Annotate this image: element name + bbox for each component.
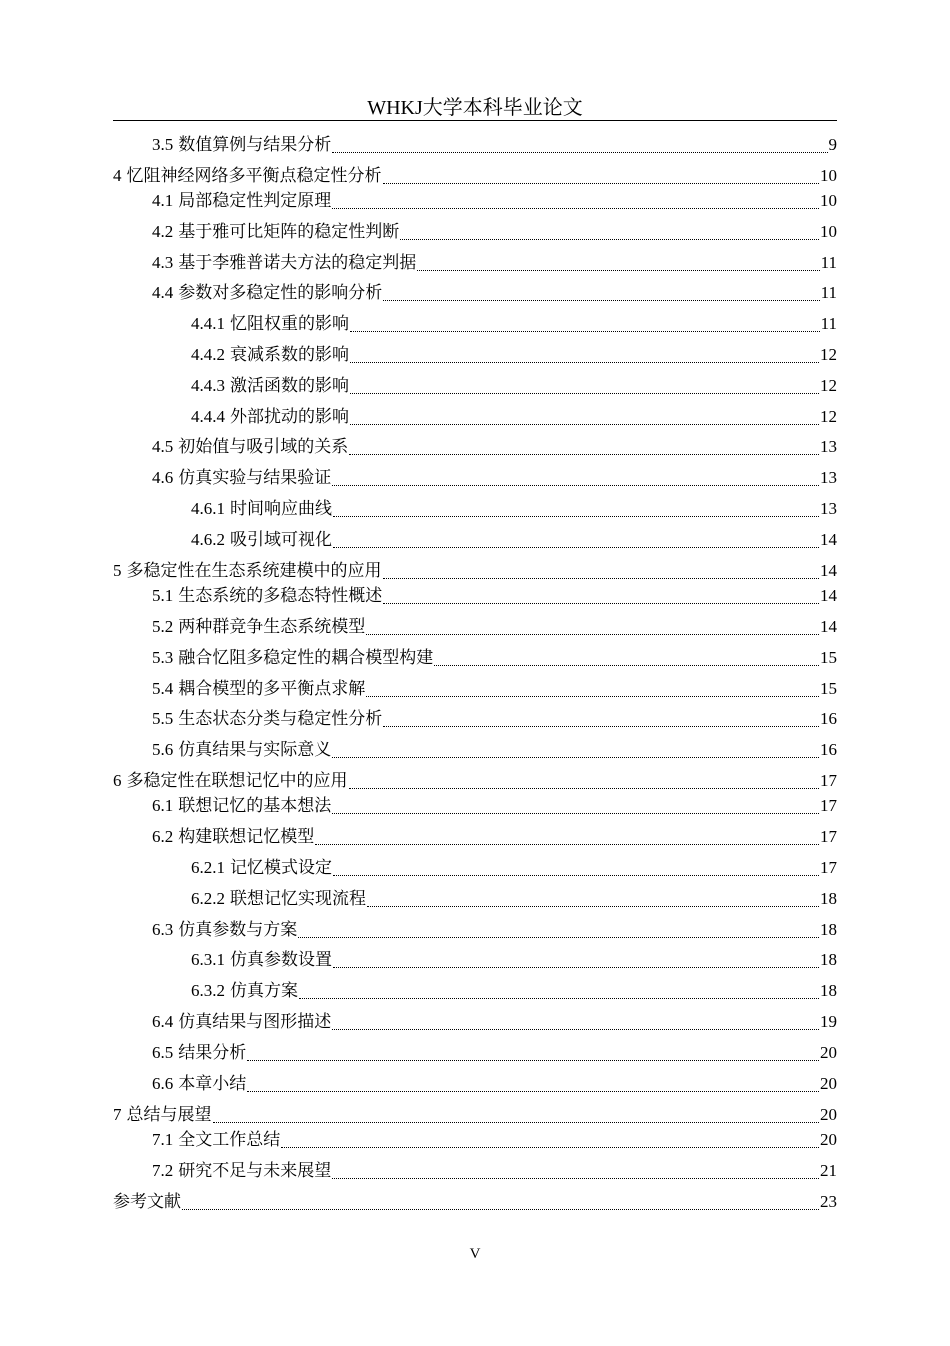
- toc-entry-number: 6.2: [152, 827, 174, 846]
- toc-dot-leader: [383, 602, 819, 604]
- toc-entry-page: 10: [820, 222, 837, 241]
- toc-dot-leader: [298, 936, 819, 938]
- page-number: V: [469, 1246, 481, 1262]
- toc-entry-title: 仿真结果与实际意义: [178, 740, 332, 759]
- toc-entry-page: 9: [828, 135, 837, 154]
- toc-entry[interactable]: [113, 559, 837, 583]
- toc-entry-title: 结果分析: [178, 1043, 247, 1062]
- page-header-title: WHKJ大学本科毕业论文: [367, 97, 583, 119]
- toc-entry[interactable]: [152, 1072, 837, 1096]
- toc-dot-leader: [247, 1090, 819, 1092]
- toc-entry-page: 10: [820, 166, 837, 185]
- toc-entry-number: 6.5: [152, 1043, 174, 1062]
- toc-entry-title: 生态系统的多稳态特性概述: [178, 586, 383, 605]
- toc-entry-number: 4.6.1: [191, 499, 225, 518]
- toc-entry-number: 4.4.1: [191, 314, 225, 333]
- toc-entry[interactable]: [191, 312, 837, 336]
- toc-entry-number: 6: [113, 771, 122, 790]
- toc-entry-number: 5.6: [152, 740, 174, 759]
- toc-entry[interactable]: [152, 133, 837, 157]
- toc-entry-number: 6.3.2: [191, 981, 225, 1000]
- toc-entry[interactable]: [191, 979, 837, 1003]
- toc-entry-title: 参考文献: [113, 1192, 181, 1211]
- toc-entry-title: 时间响应曲线: [230, 499, 332, 518]
- toc-entry-page: 14: [820, 530, 837, 549]
- toc-entry[interactable]: [191, 405, 837, 429]
- toc-entry[interactable]: [191, 374, 837, 398]
- toc-entry-page: 21: [820, 1161, 837, 1180]
- toc-entry-title: 两种群竞争生态系统模型: [178, 617, 366, 636]
- toc-entry[interactable]: [152, 1010, 837, 1034]
- toc-entry[interactable]: [191, 497, 837, 521]
- toc-entry-page: 11: [820, 253, 837, 272]
- toc-dot-leader: [350, 361, 819, 363]
- toc-dot-leader: [182, 1208, 819, 1210]
- toc-entry[interactable]: [191, 528, 837, 552]
- toc-entry-number: 4.4.2: [191, 345, 225, 364]
- toc-entry-number: 4.3: [152, 253, 174, 272]
- toc-entry-number: 6.3.1: [191, 950, 225, 969]
- toc-entry-title: 参数对多稳定性的影响分析: [178, 283, 383, 302]
- toc-entry-number: 4.4.4: [191, 407, 225, 426]
- toc-entry-number: 3.5: [152, 135, 174, 154]
- toc-entry-title: 本章小结: [178, 1074, 247, 1093]
- toc-entry-number: 7.1: [152, 1130, 174, 1149]
- toc-entry-number: 7: [113, 1105, 122, 1124]
- toc-entry[interactable]: [152, 707, 837, 731]
- toc-dot-leader: [333, 515, 819, 517]
- toc-dot-leader: [332, 207, 819, 209]
- toc-entry-number: 5.4: [152, 679, 174, 698]
- toc-entry-title: 仿真参数设置: [230, 950, 332, 969]
- toc-dot-leader: [417, 269, 819, 271]
- toc-entry[interactable]: [113, 769, 837, 793]
- toc-entry-page: 16: [820, 709, 837, 728]
- toc-dot-leader: [333, 546, 819, 548]
- toc-entry[interactable]: [152, 615, 837, 639]
- toc-entry-page: 14: [820, 586, 837, 605]
- toc-dot-leader: [332, 1177, 819, 1179]
- toc-dot-leader: [349, 453, 819, 455]
- toc-dot-leader: [350, 423, 819, 425]
- toc-entry-number: 4.4.3: [191, 376, 225, 395]
- toc-dot-leader: [281, 1146, 819, 1148]
- toc-entry-page: 18: [820, 889, 837, 908]
- toc-entry-page: 16: [820, 740, 837, 759]
- toc-entry-title: 多稳定性在生态系统建模中的应用: [126, 561, 382, 580]
- toc-entry-page: 20: [820, 1074, 837, 1093]
- toc-entry-title: 多稳定性在联想记忆中的应用: [126, 771, 348, 790]
- toc-dot-leader: [383, 182, 820, 184]
- toc-entry-page: 13: [820, 437, 837, 456]
- toc-entry-title: 融合忆阻多稳定性的耦合模型构建: [178, 648, 434, 667]
- toc-entry-number: 6.3: [152, 920, 174, 939]
- toc-entry[interactable]: [191, 948, 837, 972]
- toc-entry[interactable]: [191, 343, 837, 367]
- toc-entry-page: 12: [820, 407, 837, 426]
- toc-dot-leader: [315, 843, 819, 845]
- toc-entry-number: 4.6.2: [191, 530, 225, 549]
- toc-entry-title: 联想记忆实现流程: [230, 889, 366, 908]
- toc-entry-page: 20: [820, 1043, 837, 1062]
- toc-dot-leader: [213, 1121, 820, 1123]
- toc-entry-number: 4.5: [152, 437, 174, 456]
- toc-entry-page: 23: [820, 1192, 837, 1211]
- toc-entry[interactable]: [152, 794, 837, 818]
- toc-entry-title: 忆阻神经网络多平衡点稳定性分析: [126, 166, 382, 185]
- toc-dot-leader: [332, 1028, 819, 1030]
- toc-entry-title: 基于李雅普诺夫方法的稳定判据: [178, 253, 417, 272]
- toc-entry-number: 4.2: [152, 222, 174, 241]
- toc-entry-page: 17: [820, 827, 837, 846]
- toc-entry-title: 基于雅可比矩阵的稳定性判断: [178, 222, 400, 241]
- toc-entry-number: 6.6: [152, 1074, 174, 1093]
- toc-entry-number: 6.1: [152, 796, 174, 815]
- toc-entry-page: 11: [820, 283, 837, 302]
- toc-entry[interactable]: [152, 918, 837, 942]
- toc-entry[interactable]: [152, 220, 837, 244]
- toc-entry-title: 全文工作总结: [178, 1130, 281, 1149]
- toc-entry-title: 仿真实验与结果验证: [178, 468, 332, 487]
- toc-entry[interactable]: [152, 825, 837, 849]
- toc-entry-page: 12: [820, 345, 837, 364]
- toc-entry-title: 忆阻权重的影响: [230, 314, 349, 333]
- toc-entry-page: 12: [820, 376, 837, 395]
- toc-entry[interactable]: [113, 1103, 837, 1127]
- toc-entry-page: 20: [820, 1105, 837, 1124]
- toc-entry[interactable]: [152, 1159, 837, 1183]
- toc-dot-leader: [332, 812, 819, 814]
- toc-dot-leader: [367, 905, 819, 907]
- toc-entry-page: 20: [820, 1130, 837, 1149]
- toc-entry-page: 18: [820, 950, 837, 969]
- toc-entry[interactable]: [152, 281, 837, 305]
- toc-entry-number: 4: [113, 166, 122, 185]
- toc-entry[interactable]: [152, 189, 837, 213]
- toc-dot-leader: [332, 756, 819, 758]
- toc-entry-number: 7.2: [152, 1161, 174, 1180]
- toc-dot-leader: [333, 874, 819, 876]
- toc-entry-number: 4.4: [152, 283, 174, 302]
- toc-entry-number: 4.6: [152, 468, 174, 487]
- toc-entry-title: 总结与展望: [126, 1105, 212, 1124]
- toc-entry-page: 15: [820, 648, 837, 667]
- toc-entry-title: 吸引域可视化: [230, 530, 332, 549]
- toc-entry[interactable]: [152, 251, 837, 275]
- toc-dot-leader: [333, 966, 819, 968]
- toc-dot-leader: [383, 725, 819, 727]
- toc-entry-page: 13: [820, 499, 837, 518]
- toc-dot-leader: [350, 392, 819, 394]
- toc-dot-leader: [349, 787, 820, 789]
- toc-entry[interactable]: [152, 466, 837, 490]
- toc-entry-title: 衰减系数的影响: [230, 345, 349, 364]
- toc-entry[interactable]: [152, 1128, 837, 1152]
- toc-entry-page: 14: [820, 561, 837, 580]
- toc-dot-leader: [383, 299, 819, 301]
- toc-entry-page: 18: [820, 981, 837, 1000]
- toc-entry-number: 5.2: [152, 617, 174, 636]
- toc-dot-leader: [332, 484, 819, 486]
- toc-entry[interactable]: [113, 164, 837, 188]
- toc-dot-leader: [400, 238, 819, 240]
- toc-dot-leader: [350, 330, 820, 332]
- toc-entry-title: 耦合模型的多平衡点求解: [178, 679, 366, 698]
- toc-entry-number: 6.2.2: [191, 889, 225, 908]
- toc-entry-page: 10: [820, 191, 837, 210]
- toc-entry-title: 仿真参数与方案: [178, 920, 298, 939]
- toc-entry-number: 6.4: [152, 1012, 174, 1031]
- toc-entry-title: 初始值与吸引域的关系: [178, 437, 349, 456]
- toc-entry-page: 14: [820, 617, 837, 636]
- toc-entry-number: 5.5: [152, 709, 174, 728]
- toc-entry[interactable]: [113, 1190, 837, 1214]
- toc-entry-title: 仿真结果与图形描述: [178, 1012, 332, 1031]
- toc-entry-page: 17: [820, 796, 837, 815]
- toc-entry-title: 构建联想记忆模型: [178, 827, 315, 846]
- toc-dot-leader: [366, 633, 819, 635]
- toc-entry[interactable]: [191, 856, 837, 880]
- toc-entry-page: 11: [820, 314, 837, 333]
- toc-entry-page: 17: [820, 771, 837, 790]
- toc-entry[interactable]: [152, 646, 837, 670]
- toc-entry-title: 数值算例与结果分析: [178, 135, 332, 154]
- toc-entry-title: 研究不足与未来展望: [178, 1161, 332, 1180]
- toc-entry-title: 生态状态分类与稳定性分析: [178, 709, 383, 728]
- toc-entry-page: 17: [820, 858, 837, 877]
- toc-entry-title: 联想记忆的基本想法: [178, 796, 332, 815]
- toc-entry[interactable]: [152, 677, 837, 701]
- toc-entry-page: 15: [820, 679, 837, 698]
- toc-entry-number: 5: [113, 561, 122, 580]
- toc-entry[interactable]: [152, 435, 837, 459]
- toc-entry-number: 6.2.1: [191, 858, 225, 877]
- toc-dot-leader: [247, 1059, 819, 1061]
- toc-entry[interactable]: [191, 887, 837, 911]
- toc-entry-title: 仿真方案: [230, 981, 298, 1000]
- toc-entry[interactable]: [152, 584, 837, 608]
- toc-entry-title: 激活函数的影响: [230, 376, 349, 395]
- toc-dot-leader: [299, 997, 819, 999]
- toc-entry-title: 记忆模式设定: [230, 858, 332, 877]
- toc-dot-leader: [366, 695, 819, 697]
- toc-entry-page: 13: [820, 468, 837, 487]
- toc-dot-leader: [332, 151, 827, 153]
- toc-entry-page: 18: [820, 920, 837, 939]
- toc-entry[interactable]: [152, 1041, 837, 1065]
- toc-dot-leader: [383, 577, 820, 579]
- toc-entry-page: 19: [820, 1012, 837, 1031]
- toc-entry-number: 4.1: [152, 191, 174, 210]
- toc-entry-title: 外部扰动的影响: [230, 407, 349, 426]
- toc-dot-leader: [434, 664, 819, 666]
- toc-entry[interactable]: [152, 738, 837, 762]
- toc-entry-title: 局部稳定性判定原理: [178, 191, 332, 210]
- toc-entry-number: 5.3: [152, 648, 174, 667]
- toc-entry-number: 5.1: [152, 586, 174, 605]
